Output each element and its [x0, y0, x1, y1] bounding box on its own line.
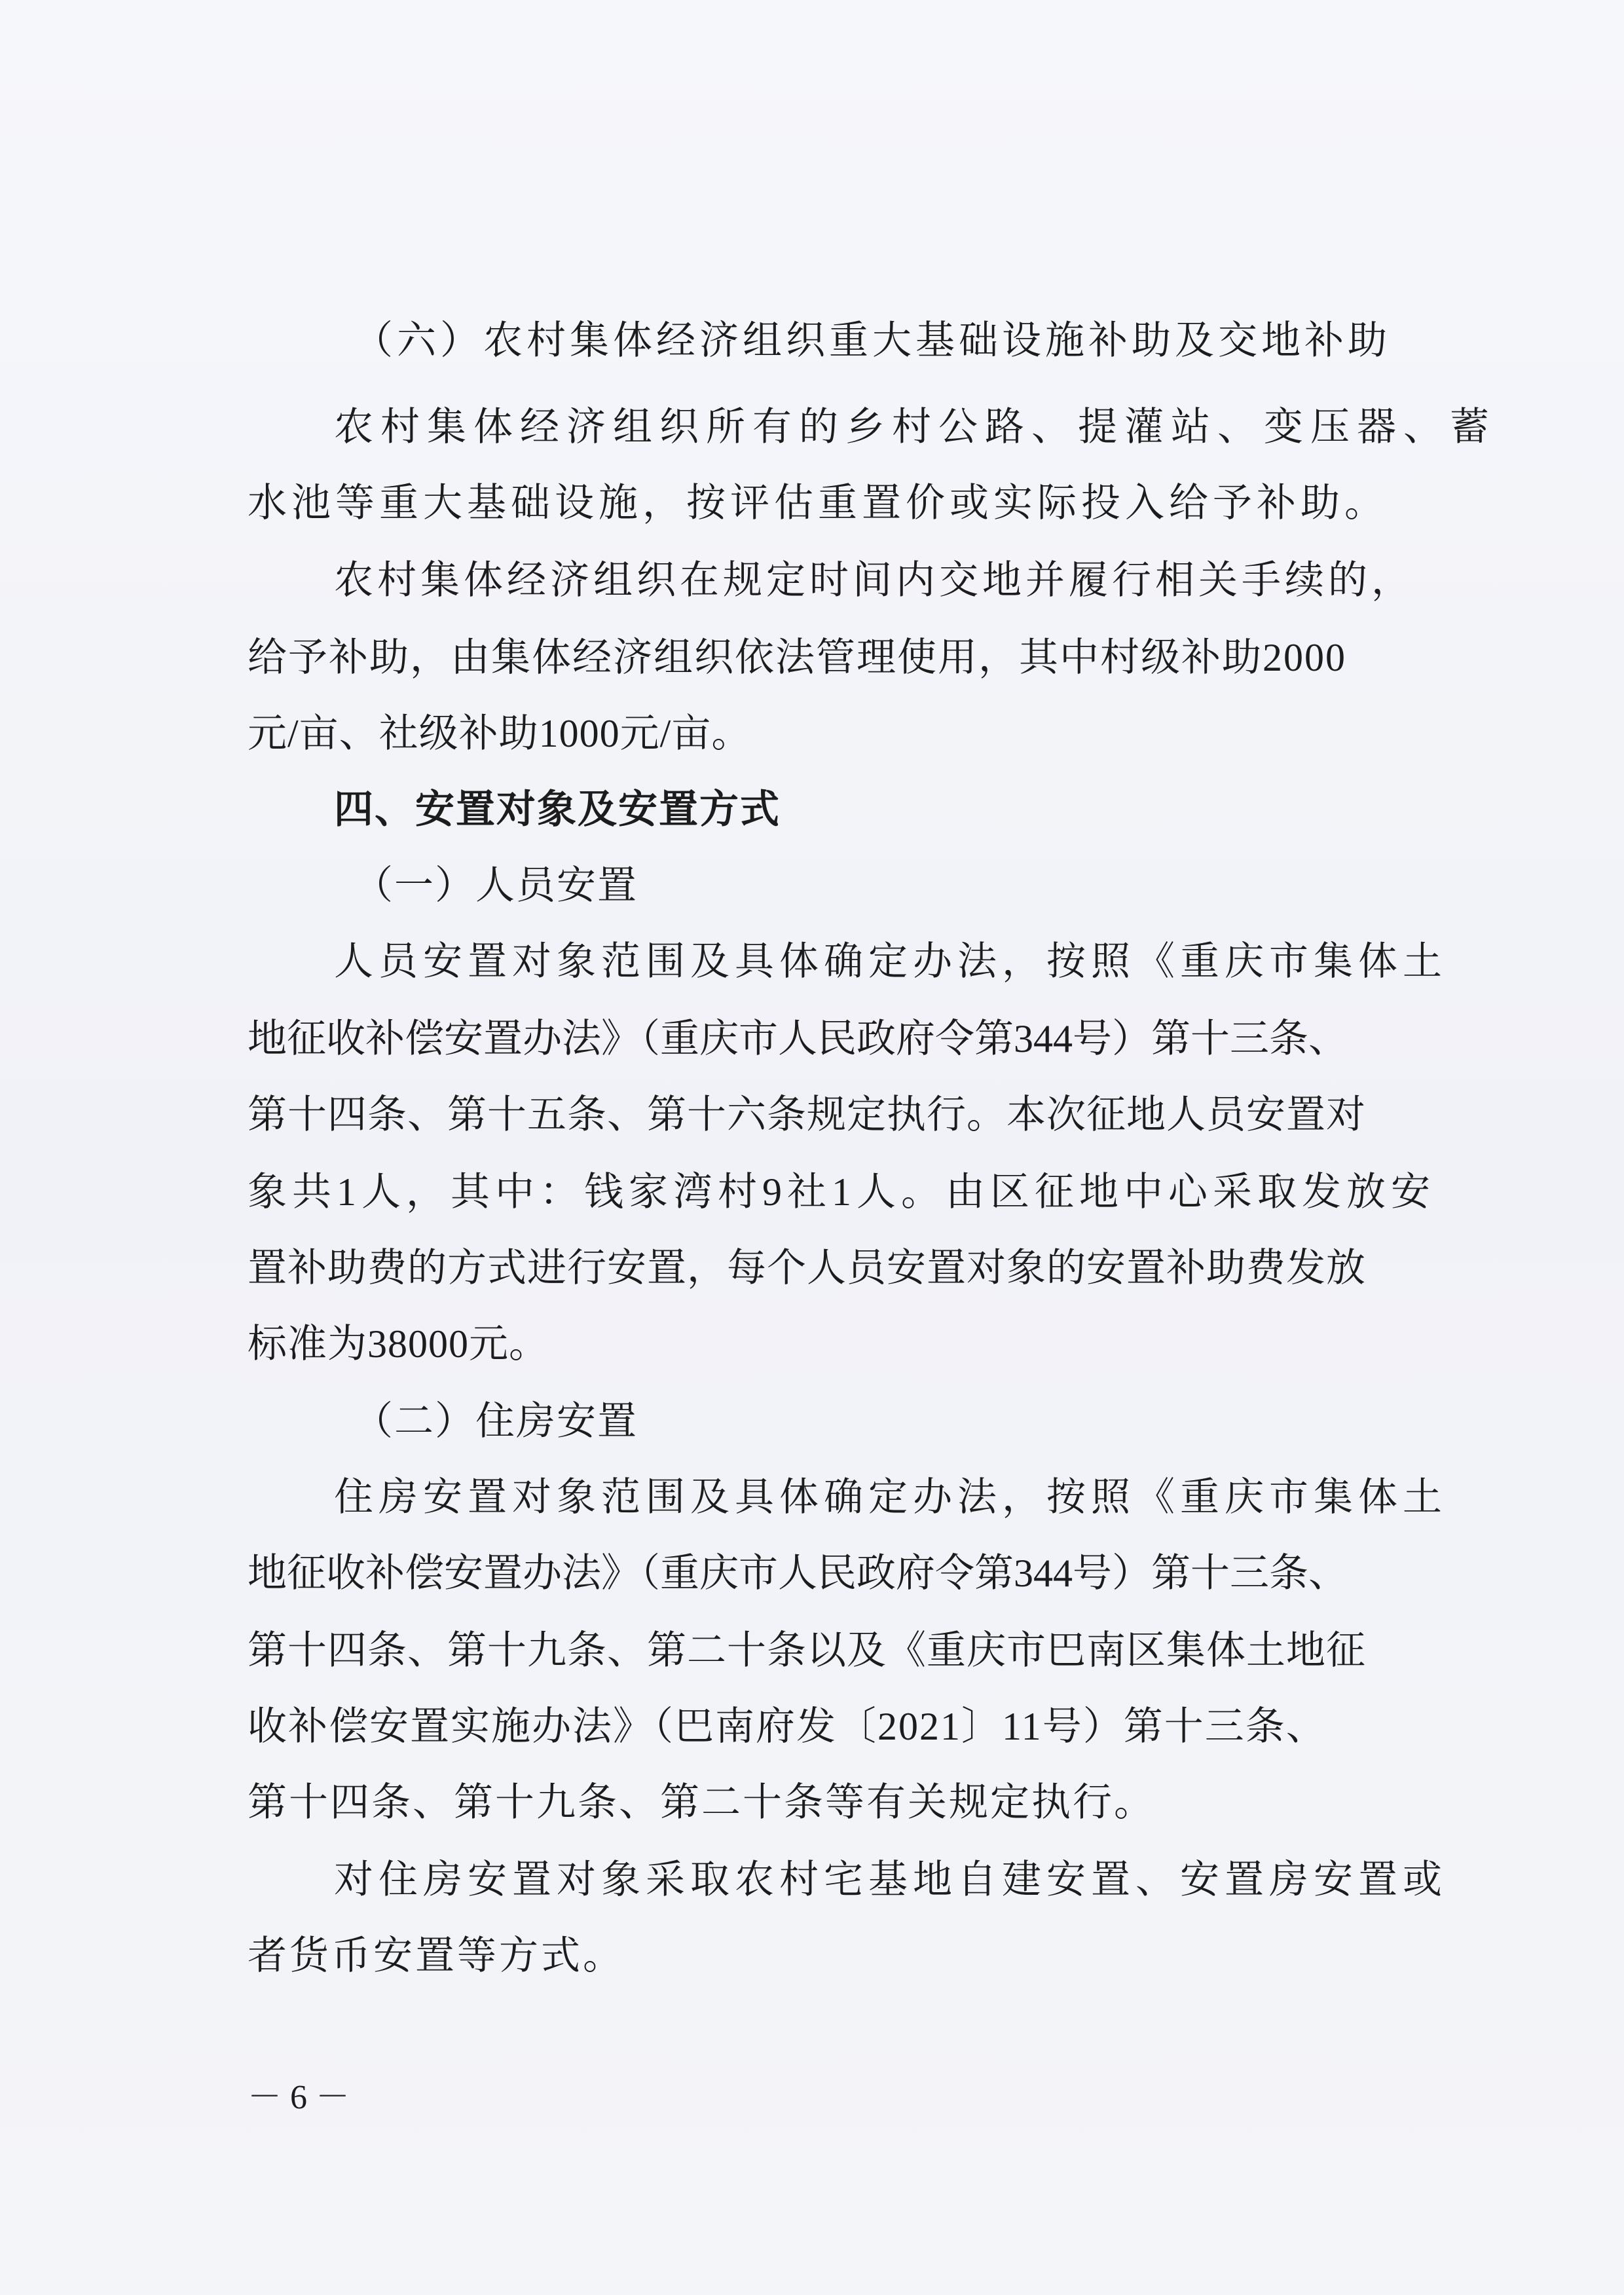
section-heading: 四、安置对象及安置方式: [334, 787, 781, 832]
body-line: 者货币安置等方式。: [248, 1933, 625, 1979]
body-line: 第十四条、第十五条、第十六条规定执行。本次征地人员安置对: [248, 1092, 1366, 1138]
body-line: 水池等重大基础设施，按评估重置价或实际投入给予补助。: [248, 480, 1388, 526]
body-line: 地征收补偿安置办法》（重庆市人民政府令第344号）第十三条、: [248, 1552, 1348, 1595]
page-number: － 6 －: [248, 2079, 350, 2116]
body-line: 第十四条、第十九条、第二十条以及《重庆市巴南区集体土地征: [248, 1628, 1366, 1673]
body-line: 第十四条、第十九条、第二十条等有关规定执行。: [248, 1780, 1155, 1825]
body-line: 收补偿安置实施办法》（巴南府发〔2021〕11号）第十三条、: [248, 1705, 1327, 1748]
body-line: 地征收补偿安置办法》（重庆市人民政府令第344号）第十三条、: [248, 1017, 1348, 1060]
body-line: 农村集体经济组织在规定时间内交地并履行相关手续的，: [334, 557, 1414, 603]
body-line: 人员安置对象范围及具体确定办法，按照《重庆市集体土: [334, 939, 1447, 984]
subheading-housing-resettlement: （二）住房安置: [354, 1398, 638, 1444]
body-line: 给予补助，由集体经济组织依法管理使用，其中村级补助2000: [248, 636, 1346, 679]
subheading-farm-collective-subsidy: （六）农村集体经济组织重大基础设施补助及交地补助: [354, 318, 1391, 364]
body-line: 置补助费的方式进行安置，每个人员安置对象的安置补助费发放: [248, 1245, 1366, 1291]
subheading-personnel-resettlement: （一）人员安置: [354, 863, 638, 908]
body-line: 元/亩、社级补助1000元/亩。: [248, 712, 752, 755]
body-line: 住房安置对象范围及具体确定办法，按照《重庆市集体土: [334, 1474, 1447, 1520]
body-line: 象共1人，其中：钱家湾村9社1人。由区征地中心采取发放安: [248, 1170, 1435, 1214]
body-line: 农村集体经济组织所有的乡村公路、提灌站、变压器、蓄: [334, 404, 1496, 450]
body-line: 标准为38000元。: [248, 1322, 549, 1366]
body-line: 对住房安置对象采取农村宅基地自建安置、安置房安置或: [334, 1857, 1447, 1903]
